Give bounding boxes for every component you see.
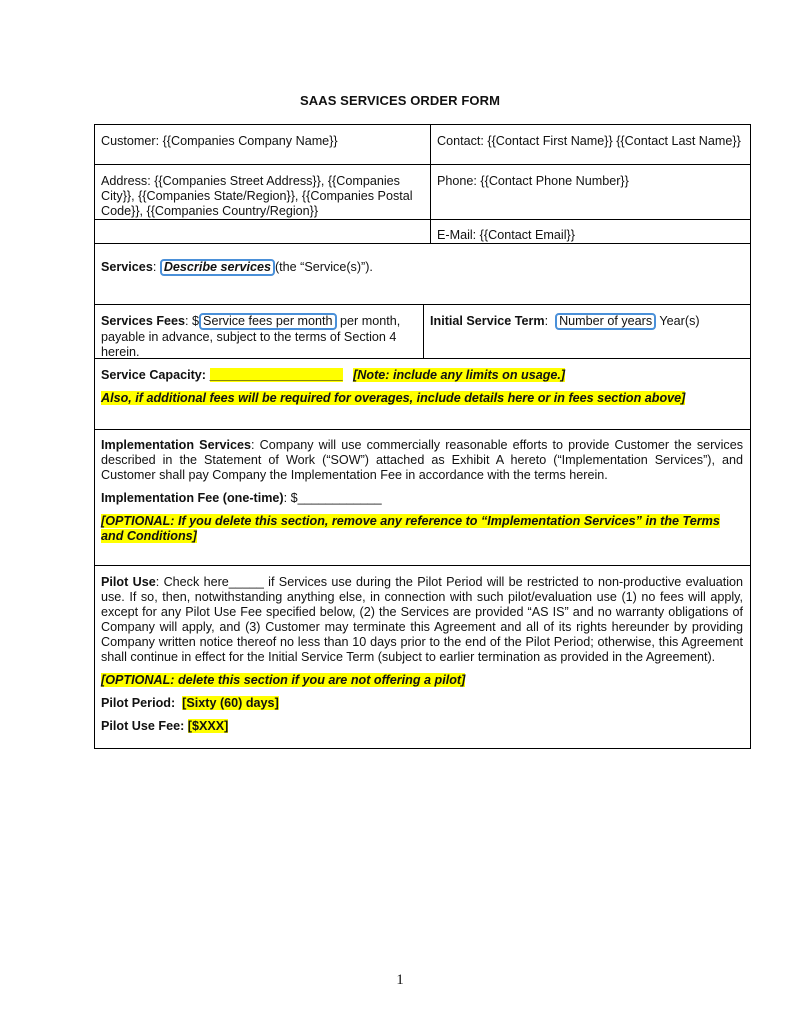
- pilot-fee-value[interactable]: [$XXX]: [187, 719, 229, 733]
- empty-cell: [95, 220, 431, 243]
- form-title: SAAS SERVICES ORDER FORM: [299, 93, 501, 108]
- customer-row: [95, 125, 750, 164]
- capacity-note2: Also, if additional fees will be required for overages, include details here or in fees section above]: [101, 391, 686, 405]
- pilot-fee-line: [101, 719, 743, 734]
- term-input-field[interactable]: Number of years: [555, 313, 656, 330]
- fees-label: Services Fees: [101, 314, 186, 328]
- capacity-line: [101, 368, 743, 383]
- term-suffix: Year(s): [656, 314, 700, 328]
- fees-pre: : $: [185, 314, 200, 328]
- services-colon: :: [152, 260, 157, 274]
- email-cell: E-Mail: {{Contact Email}}: [437, 228, 575, 242]
- pilot-optional-note: [OPTIONAL: delete this section if you are not offering a pilot]: [101, 673, 466, 687]
- services-row: [95, 243, 750, 304]
- pilot-row: [95, 565, 750, 748]
- pilot-text: : Check here_____ if Services use during the Pilot Period will be restricted to non-productive evaluation use. If so, then, notwithstanding anything else, in connection with such pilot/evaluation use (1) no fees will apply, except for any Pilot Use Fee specified below, (2) the Services are provided “AS IS” and no warranty obligations of Company will apply, and (3) Customer may terminate this Agreement and all of its rights hereunder by providing Company written notice thereof no less than 10 days prior to the end of the Pilot Period; otherwise, this Agreement shall continue in effect for the Initial Service Term (subject to earlier termination as provided in the Agreement).: [101, 575, 744, 664]
- implementation-optional-line: [101, 514, 743, 544]
- implementation-text: : Company will use commercially reasonable efforts to provide Customer the services described in the Statement of Work (“SOW”) attached as Exhibit A hereto (“Implementation Services”), and Customer shall pay Company the Implementation Fee in accordance with the terms herein.: [101, 438, 743, 482]
- capacity-note-line2: [101, 391, 743, 406]
- page-number: 1: [396, 972, 404, 988]
- pilot-fee-label: Pilot Use Fee:: [101, 719, 185, 733]
- address-row: [95, 164, 750, 219]
- implementation-fee-line: [101, 491, 743, 506]
- contact-cell: Contact: {{Contact First Name}} {{Contact Last Name}}: [437, 134, 741, 148]
- capacity-cell: [95, 359, 750, 429]
- implementation-paragraph: [101, 438, 743, 483]
- pilot-cell: [95, 566, 750, 748]
- capacity-label: Service Capacity:: [101, 368, 207, 382]
- implementation-optional-note: [OPTIONAL: If you delete this section, remove any reference to “Implementation Services” in the Terms and Conditions]: [101, 514, 720, 543]
- services-suffix: (the “Service(s)”).: [274, 260, 373, 274]
- implementation-fee-label: Implementation Fee (one-time): [101, 491, 284, 505]
- fees-cell: [95, 305, 424, 358]
- term-cell: [424, 305, 750, 358]
- order-form-table: [94, 124, 751, 749]
- implementation-row: [95, 429, 750, 565]
- services-input-field[interactable]: Describe services: [160, 259, 275, 276]
- term-label: Initial Service Term: [430, 314, 545, 328]
- customer-cell: Customer: {{Companies Company Name}}: [95, 125, 431, 164]
- services-label: Services: [101, 260, 153, 274]
- address-cell: Address: {{Companies Street Address}}, {{Companies City}}, {{Companies State/Region}}, {{Companies Postal Code}}, {{Companies Country/Region}}: [95, 165, 431, 219]
- pilot-paragraph: [101, 575, 743, 665]
- pilot-label: Pilot Use: [101, 575, 156, 589]
- fees-input-field[interactable]: Service fees per month: [199, 313, 337, 330]
- email-row: [95, 219, 750, 243]
- implementation-label: Implementation Services: [101, 438, 251, 452]
- pilot-optional-line: [101, 673, 743, 688]
- pilot-period-line: [101, 696, 743, 711]
- capacity-row: [95, 358, 750, 429]
- capacity-note: [Note: include any limits on usage.]: [353, 368, 566, 382]
- implementation-fee-value[interactable]: : $____________: [283, 491, 382, 505]
- fees-row: [95, 304, 750, 358]
- pilot-period-label: Pilot Period:: [101, 696, 176, 710]
- term-colon: :: [544, 314, 549, 328]
- implementation-cell: [95, 430, 750, 565]
- services-cell: [95, 244, 750, 304]
- phone-cell: Phone: {{Contact Phone Number}}: [437, 174, 629, 188]
- fees-suffix: per month, payable in advance, subject to the terms of Section 4 herein.: [101, 314, 401, 359]
- capacity-blank[interactable]: ___________________: [209, 368, 343, 382]
- pilot-period-value[interactable]: [Sixty (60) days]: [182, 696, 279, 710]
